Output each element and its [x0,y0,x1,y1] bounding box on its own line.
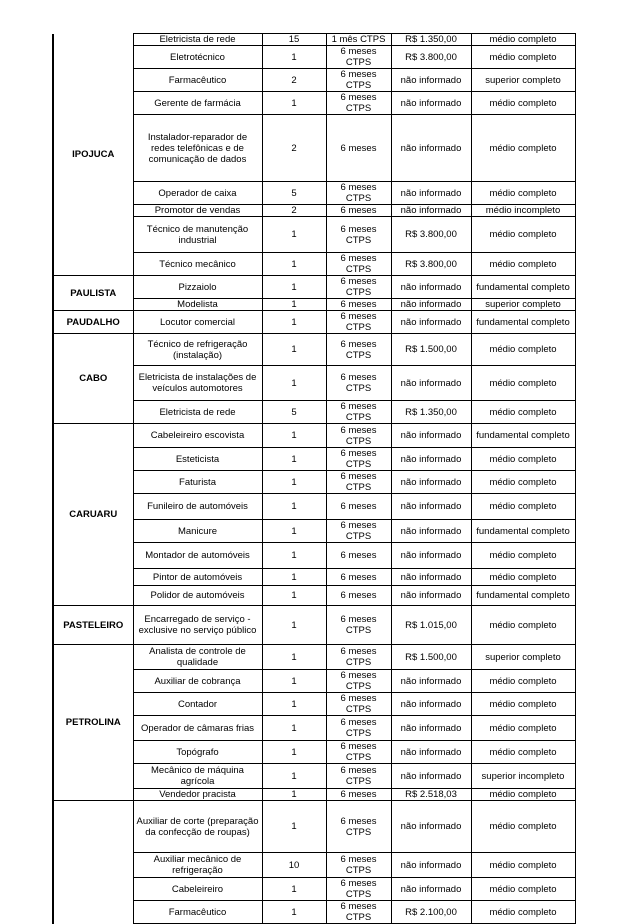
job-title-cell: Auxiliar de cobrança [133,670,262,693]
salary-cell: R$ 1.350,00 [391,34,471,46]
job-title-cell: Locutor comercial [133,311,262,334]
vacancies-cell: 10 [262,853,326,878]
education-cell: médio completo [471,494,575,520]
table-body [53,34,575,924]
experience-cell: 6 meses CTPS [326,670,391,693]
job-title-cell: Mecânico de máquina agrícola [133,764,262,789]
vacancies-cell: 2 [262,205,326,217]
experience-cell: 6 meses CTPS [326,92,391,115]
experience-cell: 6 meses CTPS [326,311,391,334]
education-cell: médio completo [471,716,575,741]
job-title-cell: Instalador-reparador de redes telefônicas e de comunicação de dados [133,115,262,182]
job-title-cell: Auxiliar de corte (preparação da confecção de roupas) [133,801,262,853]
vacancies-cell: 1 [262,569,326,586]
city-cell: PAUDALHO [53,311,133,334]
vacancies-cell: 1 [262,311,326,334]
vacancies-cell: 5 [262,182,326,205]
experience-cell: 6 meses CTPS [326,276,391,299]
education-cell: médio completo [471,448,575,471]
spreadsheet-page [52,33,574,924]
vacancies-cell: 1 [262,366,326,401]
salary-cell: não informado [391,520,471,543]
education-cell: médio completo [471,92,575,115]
experience-cell: 6 meses [326,789,391,801]
experience-cell: 6 meses CTPS [326,217,391,253]
vacancies-cell: 2 [262,115,326,182]
experience-cell: 6 meses [326,543,391,569]
education-cell: médio completo [471,334,575,366]
experience-cell: 6 meses CTPS [326,645,391,670]
experience-cell: 6 meses [326,569,391,586]
salary-cell: não informado [391,299,471,311]
vacancies-cell: 15 [262,34,326,46]
experience-cell: 6 meses CTPS [326,46,391,69]
education-cell: médio completo [471,801,575,853]
salary-cell: não informado [391,366,471,401]
job-title-cell: Encarregado de serviço - exclusive no serviço público [133,606,262,645]
salary-cell: não informado [391,801,471,853]
vacancies-cell: 1 [262,520,326,543]
education-cell: médio completo [471,182,575,205]
job-title-cell: Cabeleireiro [133,878,262,901]
job-title-cell: Topógrafo [133,741,262,764]
vacancies-cell: 1 [262,543,326,569]
table-row [53,34,575,46]
salary-cell: R$ 3.800,00 [391,253,471,276]
job-title-cell: Pizzaiolo [133,276,262,299]
experience-cell: 6 meses CTPS [326,69,391,92]
salary-cell: não informado [391,311,471,334]
job-title-cell: Técnico mecânico [133,253,262,276]
table-row [53,606,575,645]
vacancies-cell: 1 [262,716,326,741]
salary-cell: R$ 1.500,00 [391,645,471,670]
vacancies-cell: 1 [262,424,326,448]
education-cell: médio completo [471,569,575,586]
vacancies-cell: 1 [262,494,326,520]
education-cell: médio completo [471,878,575,901]
experience-cell: 6 meses CTPS [326,741,391,764]
salary-cell: não informado [391,586,471,606]
education-cell: médio completo [471,693,575,716]
education-cell: médio completo [471,606,575,645]
job-title-cell: Manicure [133,520,262,543]
job-title-cell: Vendedor pracista [133,789,262,801]
vacancies-cell: 1 [262,276,326,299]
job-title-cell: Eletricista de rede [133,401,262,424]
city-cell: PAULISTA [53,276,133,311]
vacancies-cell: 1 [262,586,326,606]
job-title-cell: Eletrotécnico [133,46,262,69]
education-cell: médio completo [471,853,575,878]
experience-cell: 6 meses CTPS [326,182,391,205]
job-title-cell: Farmacêutico [133,69,262,92]
vacancies-cell: 1 [262,448,326,471]
experience-cell: 6 meses [326,115,391,182]
job-title-cell: Auxiliar mecânico de refrigeração [133,853,262,878]
salary-cell: R$ 3.800,00 [391,217,471,253]
table-row [53,424,575,448]
vacancies-cell: 1 [262,606,326,645]
city-cell: CABO [53,334,133,424]
salary-cell: não informado [391,494,471,520]
education-cell: fundamental completo [471,520,575,543]
education-cell: médio completo [471,401,575,424]
education-cell: superior completo [471,645,575,670]
salary-cell: não informado [391,115,471,182]
education-cell: médio completo [471,670,575,693]
job-title-cell: Pintor de automóveis [133,569,262,586]
table-row [53,801,575,853]
experience-cell: 6 meses [326,205,391,217]
experience-cell: 6 meses [326,494,391,520]
vacancies-cell: 5 [262,401,326,424]
education-cell: fundamental completo [471,586,575,606]
salary-cell: não informado [391,569,471,586]
job-title-cell: Funileiro de automóveis [133,494,262,520]
education-cell: médio completo [471,366,575,401]
vacancies-cell: 2 [262,69,326,92]
job-title-cell: Técnico de manutenção industrial [133,217,262,253]
experience-cell: 6 meses [326,586,391,606]
experience-cell: 6 meses CTPS [326,901,391,924]
job-title-cell: Eletricista de rede [133,34,262,46]
education-cell: médio incompleto [471,205,575,217]
salary-cell: não informado [391,670,471,693]
salary-cell: não informado [391,716,471,741]
experience-cell: 6 meses CTPS [326,520,391,543]
vacancies-cell: 1 [262,741,326,764]
city-cell [53,801,133,924]
salary-cell: R$ 2.100,00 [391,901,471,924]
education-cell: médio completo [471,901,575,924]
city-cell: CARUARU [53,424,133,606]
salary-cell: não informado [391,853,471,878]
job-title-cell: Cabeleireiro escovista [133,424,262,448]
table-row [53,334,575,366]
education-cell: fundamental completo [471,276,575,299]
vacancies-cell: 1 [262,299,326,311]
table-row [53,311,575,334]
salary-cell: não informado [391,764,471,789]
salary-cell: não informado [391,424,471,448]
vacancies-cell: 1 [262,471,326,494]
vacancies-cell: 1 [262,217,326,253]
vacancies-cell: 1 [262,801,326,853]
education-cell: superior completo [471,69,575,92]
education-cell: superior incompleto [471,764,575,789]
job-title-cell: Farmacêutico [133,901,262,924]
experience-cell: 6 meses CTPS [326,401,391,424]
education-cell: médio completo [471,471,575,494]
job-title-cell: Faturista [133,471,262,494]
salary-cell: não informado [391,543,471,569]
education-cell: fundamental completo [471,311,575,334]
job-title-cell: Operador de câmaras frias [133,716,262,741]
city-cell: PASTELEIRO [53,606,133,645]
experience-cell: 6 meses CTPS [326,448,391,471]
experience-cell: 6 meses CTPS [326,606,391,645]
education-cell: médio completo [471,46,575,69]
job-title-cell: Operador de caixa [133,182,262,205]
salary-cell: R$ 1.350,00 [391,401,471,424]
job-vacancies-table [52,33,576,924]
job-title-cell: Eletricista de instalações de veículos automotores [133,366,262,401]
salary-cell: não informado [391,693,471,716]
experience-cell: 6 meses CTPS [326,878,391,901]
job-title-cell: Modelista [133,299,262,311]
experience-cell: 6 meses CTPS [326,764,391,789]
vacancies-cell: 1 [262,878,326,901]
salary-cell: não informado [391,182,471,205]
salary-cell: não informado [391,471,471,494]
education-cell: médio completo [471,741,575,764]
job-title-cell: Montador de automóveis [133,543,262,569]
salary-cell: R$ 1.015,00 [391,606,471,645]
education-cell: médio completo [471,115,575,182]
vacancies-cell: 1 [262,789,326,801]
salary-cell: não informado [391,205,471,217]
salary-cell: não informado [391,448,471,471]
job-title-cell: Gerente de farmácia [133,92,262,115]
vacancies-cell: 1 [262,46,326,69]
education-cell: fundamental completo [471,424,575,448]
salary-cell: não informado [391,69,471,92]
experience-cell: 6 meses CTPS [326,853,391,878]
salary-cell: R$ 2.518,03 [391,789,471,801]
education-cell: médio completo [471,34,575,46]
salary-cell: R$ 1.500,00 [391,334,471,366]
experience-cell: 6 meses CTPS [326,716,391,741]
education-cell: superior completo [471,299,575,311]
vacancies-cell: 1 [262,901,326,924]
experience-cell: 6 meses CTPS [326,801,391,853]
job-title-cell: Esteticista [133,448,262,471]
vacancies-cell: 1 [262,670,326,693]
job-title-cell: Contador [133,693,262,716]
experience-cell: 6 meses CTPS [326,471,391,494]
salary-cell: não informado [391,741,471,764]
salary-cell: não informado [391,276,471,299]
vacancies-cell: 1 [262,764,326,789]
education-cell: médio completo [471,217,575,253]
vacancies-cell: 1 [262,253,326,276]
job-title-cell: Promotor de vendas [133,205,262,217]
vacancies-cell: 1 [262,92,326,115]
vacancies-cell: 1 [262,645,326,670]
salary-cell: R$ 3.800,00 [391,46,471,69]
table-row [53,645,575,670]
city-cell: PETROLINA [53,645,133,801]
job-title-cell: Técnico de refrigeração (instalação) [133,334,262,366]
experience-cell: 6 meses [326,299,391,311]
job-title-cell: Polidor de automóveis [133,586,262,606]
experience-cell: 6 meses CTPS [326,693,391,716]
experience-cell: 1 mês CTPS [326,34,391,46]
experience-cell: 6 meses CTPS [326,366,391,401]
education-cell: médio completo [471,253,575,276]
vacancies-cell: 1 [262,334,326,366]
salary-cell: não informado [391,878,471,901]
vacancies-cell: 1 [262,693,326,716]
city-cell: IPOJUCA [53,34,133,276]
experience-cell: 6 meses CTPS [326,424,391,448]
education-cell: médio completo [471,789,575,801]
job-title-cell: Analista de controle de qualidade [133,645,262,670]
salary-cell: não informado [391,92,471,115]
education-cell: médio completo [471,543,575,569]
table-row [53,276,575,299]
experience-cell: 6 meses CTPS [326,334,391,366]
experience-cell: 6 meses CTPS [326,253,391,276]
